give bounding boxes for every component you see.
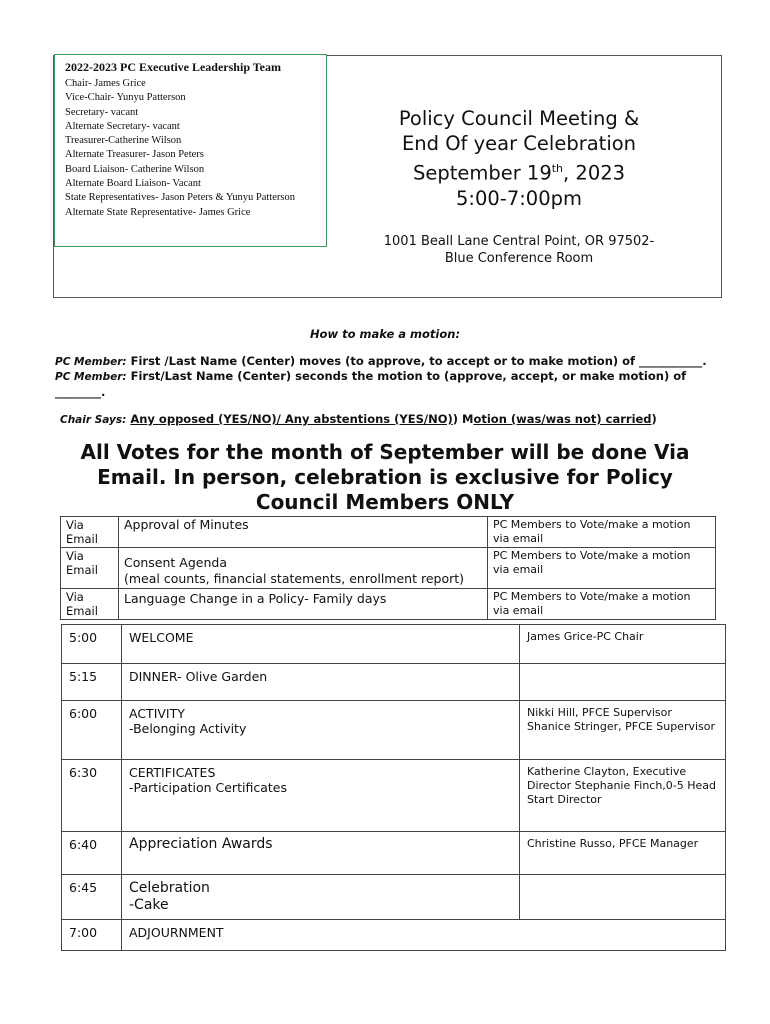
meeting-title [330, 106, 708, 211]
table-row: Via Email Consent Agenda (meal counts, financial statements, enrollment report) PC Members to Vote/make a motion via email [61, 548, 716, 589]
motion-line-second: PC Member: First/Last Name (Center) seconds the motion to (approve, accept, or make motion) of ________. [55, 369, 687, 399]
table-row: 6:30 CERTIFICATES -Participation Certificates Katherine Clayton, Executive Director Stephanie Finch,0-5 Head Start Director [62, 760, 726, 832]
motion-line-move: PC Member: First /Last Name (Center) moves (to approve, to accept or to make motion) of ___________. [55, 354, 707, 368]
meeting-address: 1001 Beall Lane Central Point, OR 97502- Blue Conference Room [383, 234, 655, 266]
team-member: Board Liaison- Catherine Wilson [65, 163, 205, 175]
motion-title: How to make a motion: [309, 327, 461, 341]
meeting-title-line1: Policy Council Meeting & [398, 107, 640, 130]
votes-table [60, 516, 716, 620]
votes-headline: All Votes for the month of September will be done Via Email. In person, celebration is exclusive for Policy Council Members ONLY [80, 440, 690, 514]
leadership-team-box [54, 54, 327, 247]
team-member: State Representatives- Jason Peters & Yunyu Patterson [65, 192, 295, 204]
team-member: Alternate Board Liaison- Vacant [65, 178, 201, 190]
table-row: Via Email Approval of Minutes PC Members to Vote/make a motion via email [61, 517, 716, 548]
meeting-title-line2: End Of year Celebration [401, 132, 637, 155]
team-member: Treasurer-Catherine Wilson [65, 135, 182, 147]
team-member: Alternate Treasurer- Jason Peters [65, 149, 204, 161]
team-member: Alternate State Representative- James Grice [65, 206, 251, 218]
table-row: 5:15 DINNER- Olive Garden [62, 664, 726, 701]
chair-says: Chair Says: Any opposed (YES/NO)/ Any abstentions (YES/NO)) Motion (was/was not) carried) [60, 412, 657, 426]
table-row: Via Email Language Change in a Policy- Family days PC Members to Vote/make a motion via email [61, 589, 716, 620]
table-row: 7:00 ADJOURNMENT [62, 920, 726, 951]
team-member: Alternate Secretary- vacant [65, 120, 180, 132]
team-member: Vice-Chair- Yunyu Patterson [65, 92, 186, 104]
meeting-time: 5:00-7:00pm [456, 186, 582, 210]
meeting-date: September 19th, 2023 [412, 161, 626, 185]
table-row: 6:45 Celebration -Cake [62, 875, 726, 920]
table-row: 5:00 WELCOME James Grice-PC Chair [62, 625, 726, 664]
team-title: 2022-2023 PC Executive Leadership Team [65, 60, 281, 74]
agenda-table [61, 624, 726, 951]
team-member: Secretary- vacant [65, 106, 139, 118]
table-row: 6:40 Appreciation Awards Christine Russo, PFCE Manager [62, 832, 726, 875]
table-row: 6:00 ACTIVITY -Belonging Activity Nikki Hill, PFCE Supervisor Shanice Stringer, PFCE Supervisor [62, 701, 726, 760]
team-member: Chair- James Grice [65, 78, 146, 89]
